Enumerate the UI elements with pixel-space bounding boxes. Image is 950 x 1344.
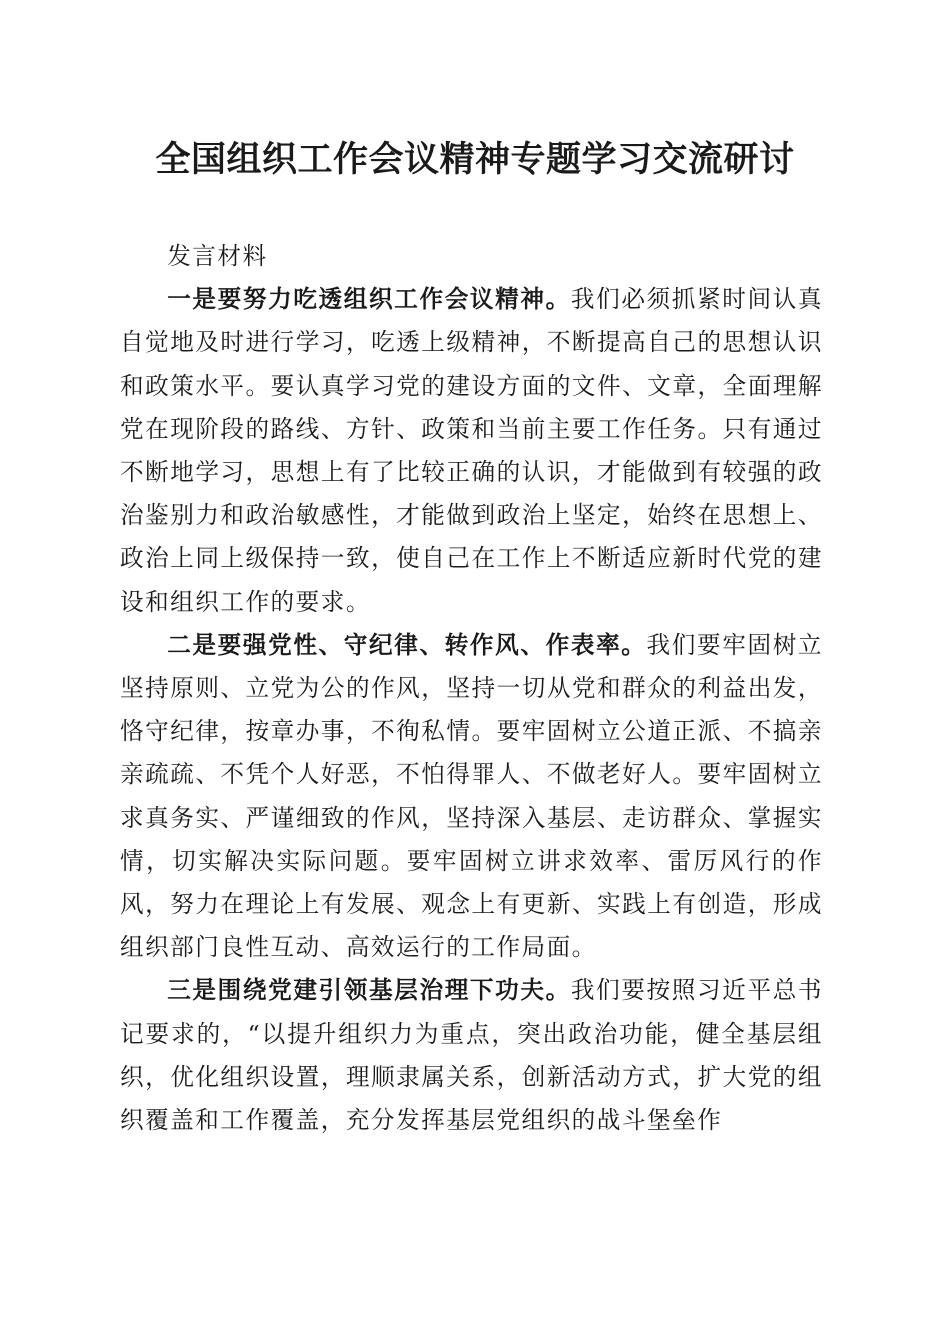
paragraph-text: 我们要按照习近平总书记要求的，“以提升组织力为重点，突出政治功能，健全基层组织，优化组织设置，理顺隶属关系，创新活动方式，扩大党的组织覆盖和工作覆盖，充分发挥基层党组织的战斗堡垒作 <box>120 976 824 1135</box>
paragraph-3 <box>120 969 823 1142</box>
paragraph-lead: 二是要强党性、守纪律、转作风、作表率。 <box>167 630 647 659</box>
document-body <box>120 235 823 1142</box>
paragraph-1 <box>120 278 823 624</box>
subtitle: 发言材料 <box>167 242 268 270</box>
paragraph-2 <box>120 624 823 970</box>
document-title: 全国组织工作会议精神专题学习交流研讨 <box>155 139 795 180</box>
paragraph-text: 我们必须抓紧时间认真自觉地及时进行学习，吃透上级精神，不断提高自己的思想认识和政策水平。要认真学习党的建设方面的文件、文章，全面理解党在现阶段的路线、方针、政策和当前主要工作任务。只有通过不断地学习，思想上有了比较正确的认识，才能做到有较强的政治鉴别力和政治敏感性，才能做到政治上坚定，始终在思想上、政治上同上级保持一致，使自己在工作上不断适应新时代党的建设和组织工作的要求。 <box>120 285 824 616</box>
paragraph-lead: 三是围绕党建引领基层治理下功夫。 <box>167 976 571 1005</box>
paragraph-text: 我们要牢固树立坚持原则、立党为公的作风，坚持一切从党和群众的利益出发，恪守纪律，按章办事，不徇私情。要牢固树立公道正派、不搞亲亲疏疏、不凭个人好恶，不怕得罪人、不做老好人。要牢固树立求真务实、严谨细致的作风，坚持深入基层、走访群众、掌握实情，切实解决实际问题。要牢固树立讲求效率、雷厉风行的作风，努力在理论上有发展、观念上有更新、实践上有创造，形成组织部门良性互动、高效运行的工作局面。 <box>120 630 824 962</box>
paragraph-lead: 一是要努力吃透组织工作会议精神。 <box>167 285 571 314</box>
